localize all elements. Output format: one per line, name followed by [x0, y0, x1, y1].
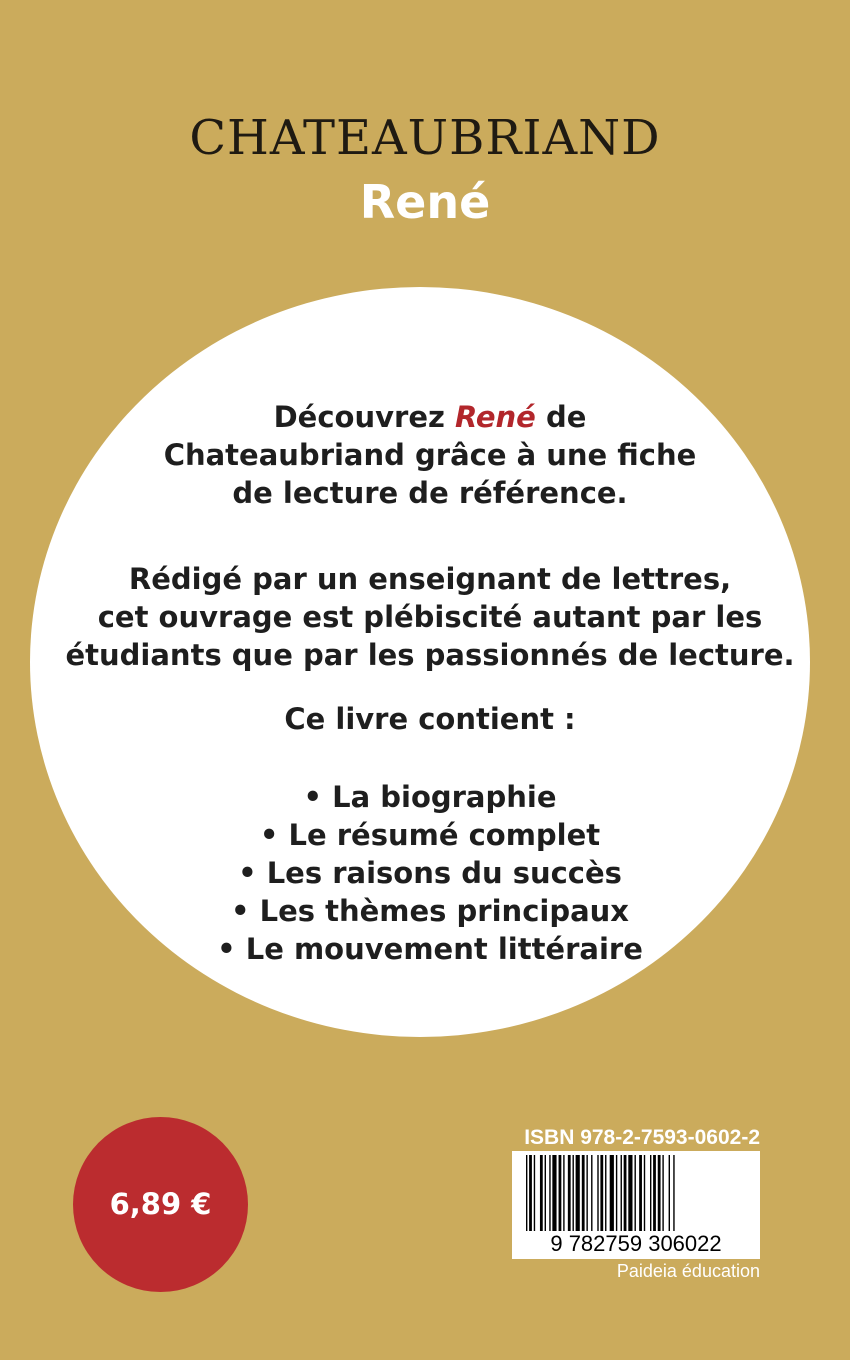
list-item: • Le résumé complet [259, 818, 601, 852]
barcode-bar [635, 1155, 636, 1231]
contents-heading-text: Ce livre contient : [284, 702, 576, 736]
barcode-bar [534, 1155, 535, 1231]
barcode-bar [576, 1155, 580, 1231]
barcode-bar [586, 1155, 587, 1231]
barcode [512, 1151, 760, 1259]
barcode-bar [540, 1155, 543, 1231]
barcode-bar [662, 1155, 663, 1231]
para2-line-1: Rédigé par un enseignant de lettres, [128, 562, 732, 596]
intro-paragraph [50, 398, 810, 512]
barcode-bar [563, 1155, 564, 1231]
barcode-bars [512, 1151, 760, 1259]
intro-after: de [535, 400, 587, 434]
intro-before: Découvrez [273, 400, 455, 434]
barcode-bar [605, 1155, 606, 1231]
barcode-bar [628, 1155, 632, 1231]
publisher-name: Paideia éducation [616, 1261, 760, 1281]
isbn-label: ISBN 978-2-7593-0602-2 [524, 1126, 760, 1149]
intro-title: René [454, 400, 536, 434]
barcode-bar [591, 1155, 592, 1231]
author-name: CHATEAUBRIAND [189, 110, 661, 166]
barcode-bar [610, 1155, 614, 1231]
barcode-bar [549, 1155, 550, 1231]
list-item: • Les thèmes principaux [230, 894, 629, 928]
barcode-digits: 9 782759 306022 [550, 1231, 722, 1256]
barcode-block [512, 1125, 760, 1283]
barcode-bar [644, 1155, 645, 1231]
barcode-bar [545, 1155, 546, 1231]
barcode-bar [597, 1155, 598, 1231]
list-item: • La biographie [303, 780, 557, 814]
barcode-bar [639, 1155, 642, 1231]
para2-line-2: cet ouvrage est plébiscité autant par les [97, 600, 763, 634]
contents-list [50, 778, 810, 968]
barcode-bar [653, 1155, 656, 1231]
barcode-bar [573, 1155, 574, 1231]
book-title: René [359, 175, 491, 229]
barcode-bar [600, 1155, 603, 1231]
list-item: • Le mouvement littéraire [217, 932, 643, 966]
list-item: • Les raisons du succès [238, 856, 622, 890]
barcode-bar [559, 1155, 562, 1231]
price-badge: 6,89 € [73, 1117, 248, 1292]
intro-line-1 [50, 398, 810, 436]
barcode-bar [621, 1155, 622, 1231]
author-paragraph [50, 560, 810, 674]
barcode-bar [624, 1155, 627, 1231]
barcode-bar [616, 1155, 617, 1231]
barcode-bar [552, 1155, 556, 1231]
barcode-bar [658, 1155, 661, 1231]
barcode-bar [673, 1155, 674, 1231]
barcode-bar [568, 1155, 571, 1231]
contents-heading [50, 700, 810, 738]
intro-line-2: Chateaubriand grâce à une fiche [163, 438, 697, 472]
barcode-bar [669, 1155, 670, 1231]
intro-line-3: de lecture de référence. [232, 476, 628, 510]
barcode-bar [526, 1155, 527, 1231]
para2-line-3: étudiants que par les passionnés de lecture. [65, 638, 795, 672]
barcode-bar [650, 1155, 651, 1231]
barcode-bar [529, 1155, 532, 1231]
barcode-bar [582, 1155, 585, 1231]
